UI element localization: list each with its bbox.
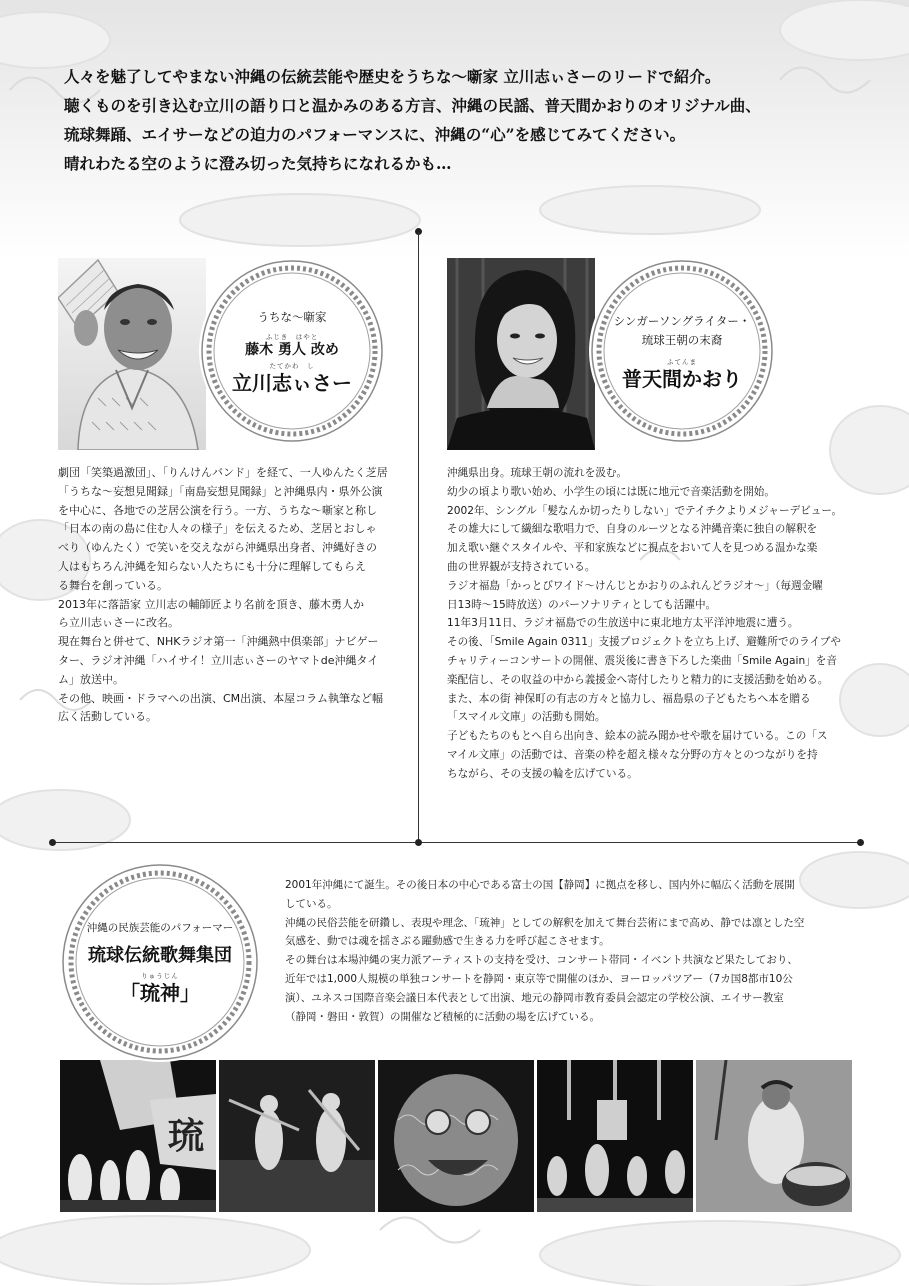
- bio-line: 幼少の頃より歌い始め、小学生の頃には既に地元で音楽活動を開始。: [447, 485, 775, 498]
- ryujin-bio: [285, 876, 865, 1026]
- bio-line: ラジオ福島「かっとびワイド〜けんじとかおりのふれんどラジオ〜」（毎週金曜: [447, 579, 823, 592]
- bio-line: 現在舞台と併せて、NHKラジオ第一「沖縄熱中倶楽部」ナビゲー: [58, 635, 379, 649]
- futenma-tag: 琉球王朝の末裔: [641, 332, 723, 347]
- futenma-name-ruby: ふてんま: [667, 357, 697, 366]
- gallery-photo-banner-dancers: [60, 1060, 216, 1212]
- gallery-photo-eisa-drummer: [696, 1060, 852, 1212]
- bio-line: 曲の世界観が支持されている。: [447, 560, 596, 573]
- intro-line: 人々を魅了してやまない沖縄の伝統芸能や歴史をうちな〜噺家 立川志ぃさーのリードで紹介。: [64, 67, 721, 86]
- bio-line: している。: [285, 897, 338, 910]
- bio-line: 2013年に落語家 立川志の輔師匠より名前を頂き、藤木勇人か: [58, 597, 365, 611]
- gallery-photo-lion-dance: [378, 1060, 534, 1212]
- bio-line: ちながら、その支援の輪を広げている。: [447, 767, 638, 780]
- ryujin-name-ruby: りゅうじん: [141, 972, 179, 980]
- tatekawa-former-ruby: ふじき はやと: [265, 332, 319, 341]
- bio-line: 人はもちろん沖縄を知らない人たちにも十分に理解してもらえ: [58, 559, 366, 573]
- futenma-name: 普天間かおり: [622, 366, 742, 391]
- bio-line: 加え歌い継ぐスタイルや、平和家族などに視点をおいて人を見つめる温かな楽: [447, 542, 818, 555]
- ryujin-name: 「琉神」: [120, 981, 200, 1005]
- intro-text: [64, 62, 864, 178]
- ryujin-group: 琉球伝統歌舞集団: [88, 945, 232, 966]
- gallery-photo-stage-drums: [537, 1060, 693, 1212]
- futenma-name-emblem: [589, 258, 775, 444]
- futenma-bio: [447, 464, 859, 784]
- tatekawa-photo: [58, 258, 206, 450]
- futenma-tag: シンガーソングライター・: [613, 313, 751, 328]
- tatekawa-former-name: 藤木 勇人 改め: [245, 341, 339, 358]
- ryujin-name-emblem: [60, 862, 260, 1062]
- divider-dot: [415, 839, 422, 846]
- horizontal-divider: [52, 842, 860, 843]
- futenma-photo: [447, 258, 595, 450]
- bio-line: ら立川志ぃさーに改名。: [58, 616, 179, 630]
- performance-photo-gallery: [60, 1060, 852, 1212]
- bio-line: 気感を、動では魂を揺さぶる躍動感で生きる力を呼び起こさせます。: [285, 935, 610, 948]
- tatekawa-bio: [58, 464, 410, 727]
- bio-line: 「日本の南の島に住む人々の様子」を伝えるため、芝居とおしゃ: [58, 522, 377, 536]
- bio-line: 「うちな〜妄想見聞録」「南島妄想見聞録」と沖縄県内・県外公演: [58, 484, 383, 498]
- divider-dot: [857, 839, 864, 846]
- bio-line: ター、ラジオ沖縄「ハイサイ！立川志ぃさーのヤマトde沖縄タイ: [58, 653, 379, 667]
- bio-line: べり（ゆんたく）で笑いを交えながら沖縄県出身者、沖縄好きの: [58, 541, 377, 555]
- gallery-photo-martial-arts: [219, 1060, 375, 1212]
- tatekawa-tag: うちな〜噺家: [257, 309, 327, 324]
- bio-line: マイル文庫」の活動では、音楽の枠を超え様々な分野の方々とのつながりを持: [447, 748, 818, 761]
- bio-line: その雄大にして繊細な歌唱力で、自身のルーツとなる沖縄音楽に独自の解釈を: [447, 523, 818, 536]
- bio-line: 楽配信し、その収益の中から義援金へ寄付したりと精力的に支援活動を始める。: [447, 673, 829, 686]
- bio-line: その舞台は本場沖縄の実力派アーティストの支持を受け、コンサート帯同・イベント共演など果たしており、: [285, 954, 798, 967]
- bio-line: （静岡・磐田・敦賀）の開催など積極的に活動の場を広げている。: [285, 1010, 600, 1023]
- bio-line: 2001年沖縄にて誕生。その後日本の中心である富士の国【静岡】に拠点を移し、国内外に幅広く活動を展開: [285, 879, 795, 891]
- bio-line: 「スマイル文庫」の活動も開始。: [447, 711, 606, 724]
- bio-line: 2002年、シングル「髪なんか切ったりしない」でテイチクよりメジャーデビュー。: [447, 504, 843, 517]
- bio-line: 沖縄県出身。琉球王朝の流れを汲む。: [447, 467, 628, 479]
- bio-line: 日13時〜15時放送）のパーソナリティとしても活躍中。: [447, 598, 717, 611]
- intro-line: 晴れわたる空のように澄み切った気持ちになれるかも…: [64, 154, 452, 173]
- tatekawa-name: 立川志ぃさー: [232, 370, 352, 395]
- bio-line: その後、「Smile Again 0311」支援プロジェクトを立ち上げ、避難所でのライブや: [447, 636, 841, 649]
- intro-line: 琉球舞踊、エイサーなどの迫力のパフォーマンスに、沖縄の“心”を感じてみてください。: [64, 125, 686, 144]
- bio-line: を中心に、各地での芝居公演を行う。一方、うちな〜噺家と称し: [58, 503, 377, 517]
- tatekawa-name-emblem: [199, 258, 385, 444]
- bio-line: る舞台を創っている。: [58, 578, 168, 592]
- bio-line: 演）、ユネスコ国際音楽会議日本代表として出演、地元の静岡市教育委員会認定の学校公演、エイサー教室: [285, 991, 784, 1004]
- bio-line: その他、映画・ドラマへの出演、CM出演、本屋コラム執筆など幅: [58, 691, 384, 705]
- intro-line: 聴くものを引き込む立川の語り口と温かみのある方言、沖縄の民謡、普天間かおりのオリジナル曲、: [64, 96, 761, 115]
- bio-line: 劇団「笑築過激団」、「りんけんバンド」を経て、一人ゆんたく芝居: [58, 466, 388, 479]
- banner-character: 琉: [168, 1115, 205, 1157]
- tatekawa-name-ruby: たてかわ し: [269, 361, 315, 370]
- bio-line: 近年では1,000人規模の単独コンサートを静岡・東京等で開催のほか、ヨーロッパツアー（7カ国8都市10公: [285, 972, 793, 985]
- bio-line: ム」放送中。: [58, 672, 124, 686]
- bio-line: チャリティーコンサートの開催、震災後に書き下ろした楽曲「Smile Again」を音: [447, 654, 837, 667]
- bio-line: 子どもたちのもとへ自ら出向き、絵本の読み聞かせや歌を届けている。この「ス: [447, 730, 828, 743]
- bio-line: 11年3月11日、ラジオ福島での生放送中に東北地方太平洋沖地震に遭う。: [447, 617, 799, 630]
- divider-dot: [49, 839, 56, 846]
- bio-line: 沖縄の民俗芸能を研鑽し、表現や理念、「琉神」としての解釈を加えて舞台芸術にまで高め、静では凛とした空: [285, 916, 805, 929]
- vertical-divider: [418, 232, 419, 842]
- bio-line: 広く活動している。: [58, 710, 157, 724]
- bio-line: また、本の街 神保町の有志の方々と協力し、福島県の子どもたちへ本を贈る: [447, 692, 811, 705]
- ryujin-tag: 沖縄の民族芸能のパフォーマー: [86, 922, 234, 934]
